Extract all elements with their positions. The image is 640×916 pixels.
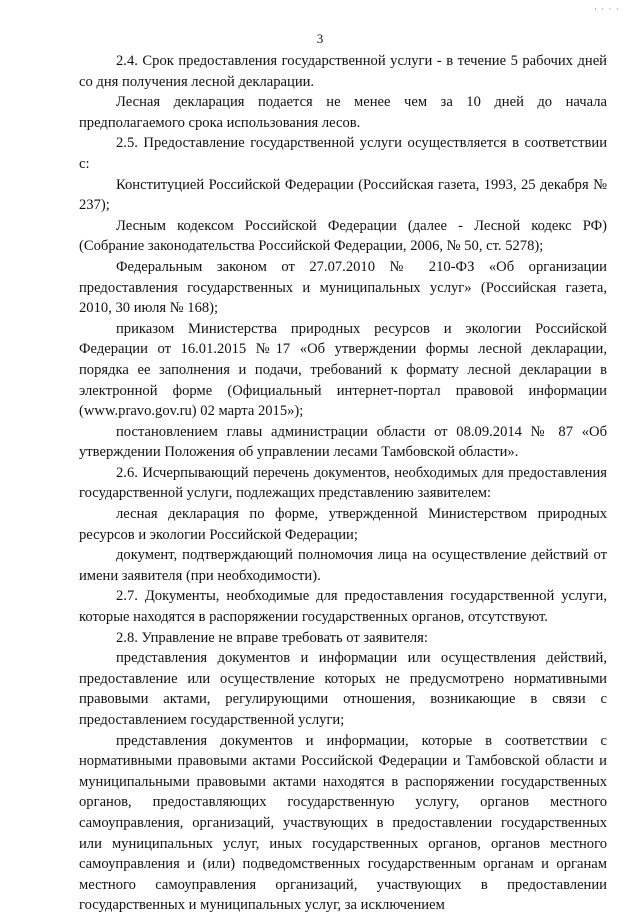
paragraph-2-6: 2.6. Исчерпывающий перечень документов, необходимых для предоставления государственной услуги, подлежащих представлению заявителем: xyxy=(79,464,607,502)
paragraph-regional-decree: постановлением главы администрации области от 08.09.2014 № 87 «Об утверждении Положения об управлении лесами Тамбовской области». xyxy=(79,423,607,461)
paragraph-prohibition-documents: представления документов и информации, которые в соответствии с нормативными правовыми актами Российской Федерации и Тамбовской области и муниципальными правовыми актами находятся в распоряжении государственных органов, предоставляющих государственную услугу, органов местного самоуправления, организаций, участвующих в предоставлении государственных или муниципальных услуг, иных государственных органов, органов местного самоуправления и (или) подведомственных государственным органам и органам местного самоуправления организаций, участвующих в предоставлении государственных и муниципальных услуг, за исключением xyxy=(79,732,607,914)
paragraph-constitution: Конституцией Российской Федерации (Российская газета, 1993, 25 декабря № 237); xyxy=(79,176,607,214)
document-body xyxy=(79,51,607,916)
paragraph-2-4: 2.4. Срок предоставления государственной услуги - в течение 5 рабочих дней со дня получения лесной декларации. xyxy=(79,53,607,90)
paragraph-forest-declaration: лесная декларация по форме, утвержденной Министерством природных ресурсов и экологии Российской Федерации; xyxy=(79,506,607,543)
paragraph-authority-document: документ, подтверждающий полномочия лица на осуществление действий от имени заявителя (при необходимости). xyxy=(79,547,607,584)
corner-mark: · · · · xyxy=(594,4,620,14)
paragraph-2-7: 2.7. Документы, необходимые для предоставления государственной услуги, которые находятся в распоряжении государственных органов, отсутствуют. xyxy=(79,588,607,626)
paragraph-prohibition-actions: представления документов и информации или осуществления действий, предоставление или осуществление которых не предусмотрено нормативными правовыми актами, регулирующими отношения, возникающие в связи с предоставлением государственной услуги; xyxy=(79,650,607,728)
paragraph-declaration-deadline: Лесная декларация подается не менее чем за 10 дней до начала предполагаемого срока использования лесов. xyxy=(79,94,607,131)
page-number: 3 xyxy=(316,31,324,46)
paragraph-ministry-order: приказом Министерства природных ресурсов и экологии Российской Федерации от 16.01.2015 №17 «Об утверждении формы лесной декларации, порядка ее заполнения и подачи, требований к формату лесной декларации в электронной форме (Официальный интернет-портал правовой информации (www.pravo.gov.ru) 02 марта 2015»); xyxy=(79,320,607,420)
paragraph-2-8: 2.8. Управление не вправе требовать от заявителя: xyxy=(116,629,428,646)
paragraph-federal-law: Федеральным законом от 27.07.2010 № 210-ФЗ «Об организации предоставления государственных и муниципальных услуг» (Российская газета, 2010, 30 июля № 168); xyxy=(79,258,607,317)
paragraph-2-5: 2.5. Предоставление государственной услуги осуществляется в соответствии с: xyxy=(79,135,607,172)
paragraph-forest-code: Лесным кодексом Российской Федерации (далее - Лесной кодекс РФ) (Собрание законодательства Российской Федерации, 2006, № 50, ст. 5278); xyxy=(79,217,607,255)
